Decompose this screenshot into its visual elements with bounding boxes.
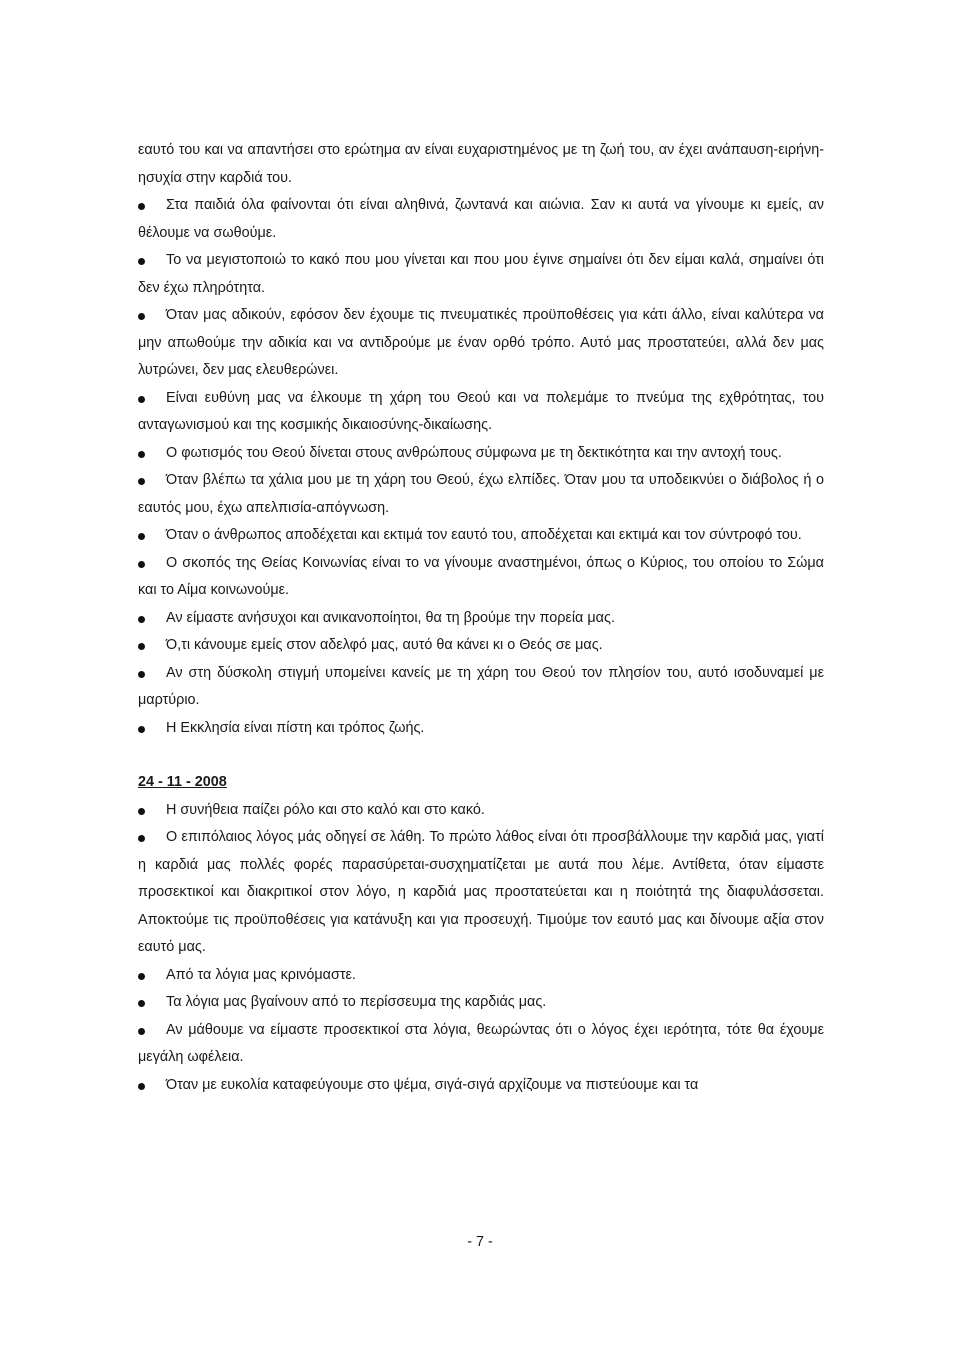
list-item: Ό,τι κάνουμε εμείς στον αδελφό μας, αυτό θα κάνει κι ο Θεός σε μας. xyxy=(138,632,824,660)
bullet-icon xyxy=(138,835,145,842)
bullet-icon xyxy=(138,396,145,403)
bullet-list-section-1 xyxy=(138,192,824,742)
list-item: Ο επιπόλαιος λόγος μάς οδηγεί σε λάθη. Το πρώτο λάθος είναι ότι προσβάλλουμε την καρδιά μας, γιατί η καρδιά μας πολλές φορές παρασύρεται-συσχηματίζεται με αυτά που λέμε. Αντίθετα, όταν είμαστε προσεκτικοί και διακριτικοί στον λόγο, η καρδιά μας προστατεύεται και η ποιότητά της διαφυλάσσεται. Αποκτούμε τις προϋποθέσεις για κατάνυξη και για προσευχή. Τιμούμε τον εαυτό μας και δίνουμε αξία στον εαυτό μας. xyxy=(138,829,824,955)
document-body xyxy=(138,137,824,1099)
list-item: Η συνήθεια παίζει ρόλο και στο καλό και στο κακό. xyxy=(138,797,824,825)
page-number: - 7 - xyxy=(467,1234,493,1250)
bullet-icon xyxy=(138,533,145,540)
bullet-icon xyxy=(138,561,145,568)
bullet-list-section-2 xyxy=(138,797,824,1100)
bullet-icon xyxy=(138,643,145,650)
bullet-icon xyxy=(138,671,145,678)
list-item: Στα παιδιά όλα φαίνονται ότι είναι αληθινά, ζωντανά και αιώνια. Σαν κι αυτά να γίνουμε κι εμείς, αν θέλουμε να σωθούμε. xyxy=(138,197,824,241)
date-heading: 24 - 11 - 2008 xyxy=(138,774,227,790)
bullet-icon xyxy=(138,1028,145,1035)
bullet-icon xyxy=(138,973,145,980)
list-item: Όταν με ευκολία καταφεύγουμε στο ψέμα, σιγά-σιγά αρχίζουμε να πιστεύουμε και τα xyxy=(138,1072,824,1100)
bullet-icon xyxy=(138,478,145,485)
list-item: Το να μεγιστοποιώ το κακό που μου γίνεται και που μου έγινε σημαίνει ότι δεν είμαι καλά, σημαίνει ότι δεν έχω πληρότητα. xyxy=(138,252,824,296)
bullet-icon xyxy=(138,258,145,265)
list-item: Ο φωτισμός του Θεού δίνεται στους ανθρώπους σύμφωνα με τη δεκτικότητα και την αντοχή τους. xyxy=(138,440,824,468)
list-item: Όταν ο άνθρωπος αποδέχεται και εκτιμά τον εαυτό του, αποδέχεται και εκτιμά και τον σύντροφό του. xyxy=(138,522,824,550)
list-item: Η Εκκλησία είναι πίστη και τρόπος ζωής. xyxy=(138,715,824,743)
list-item: Όταν βλέπω τα χάλια μου με τη χάρη του Θεού, έχω ελπίδες. Όταν μου τα υποδεικνύει ο διάβολος ή ο εαυτός μου, έχω απελπισία-απόγνωση. xyxy=(138,472,824,516)
list-item: Αν μάθουμε να είμαστε προσεκτικοί στα λόγια, θεωρώντας ότι ο λόγος έχει ιερότητα, τότε θα έχουμε μεγάλη ωφέλεια. xyxy=(138,1021,824,1065)
list-item: Τα λόγια μας βγαίνουν από το περίσσευμα της καρδιάς μας. xyxy=(138,989,824,1017)
list-item: Είναι ευθύνη μας να έλκουμε τη χάρη του Θεού και να πολεμάμε το πνεύμα της εχθρότητας, του ανταγωνισμού και της κοσμικής δικαιοσύνης-δικαίωσης. xyxy=(138,389,824,433)
list-item: Από τα λόγια μας κρινόμαστε. xyxy=(138,962,824,990)
bullet-icon xyxy=(138,1083,145,1090)
continuation-paragraph: εαυτό του και να απαντήσει στο ερώτημα αν είναι ευχαριστημένος με τη ζωή του, αν έχει ανάπαυση-ειρήνη-ησυχία στην καρδιά του. xyxy=(138,142,824,186)
list-item: Αν είμαστε ανήσυχοι και ανικανοποίητοι, θα τη βρούμε την πορεία μας. xyxy=(138,605,824,633)
bullet-icon xyxy=(138,808,145,815)
bullet-icon xyxy=(138,203,145,210)
list-item: Ο σκοπός της Θείας Κοινωνίας είναι το να γίνουμε αναστημένοι, όπως ο Κύριος, του οποίου το Σώμα και το Αίμα κοινωνούμε. xyxy=(138,554,824,598)
list-item: Όταν μας αδικούν, εφόσον δεν έχουμε τις πνευματικές προϋποθέσεις για κάτι άλλο, είναι καλύτερα να μην απωθούμε την αδικία και να αντιδρούμε με έναν ορθό τρόπο. Αυτό μας προστατεύει, αλλά δεν μας λυτρώνει, δεν μας ελευθερώνει. xyxy=(138,307,824,378)
bullet-icon xyxy=(138,1000,145,1007)
bullet-icon xyxy=(138,616,145,623)
list-item: Αν στη δύσκολη στιγμή υπομείνει κανείς με τη χάρη του Θεού τον πλησίον του, αυτό ισοδυναμεί με μαρτύριο. xyxy=(138,664,824,708)
bullet-icon xyxy=(138,726,145,733)
bullet-icon xyxy=(138,313,145,320)
bullet-icon xyxy=(138,451,145,458)
